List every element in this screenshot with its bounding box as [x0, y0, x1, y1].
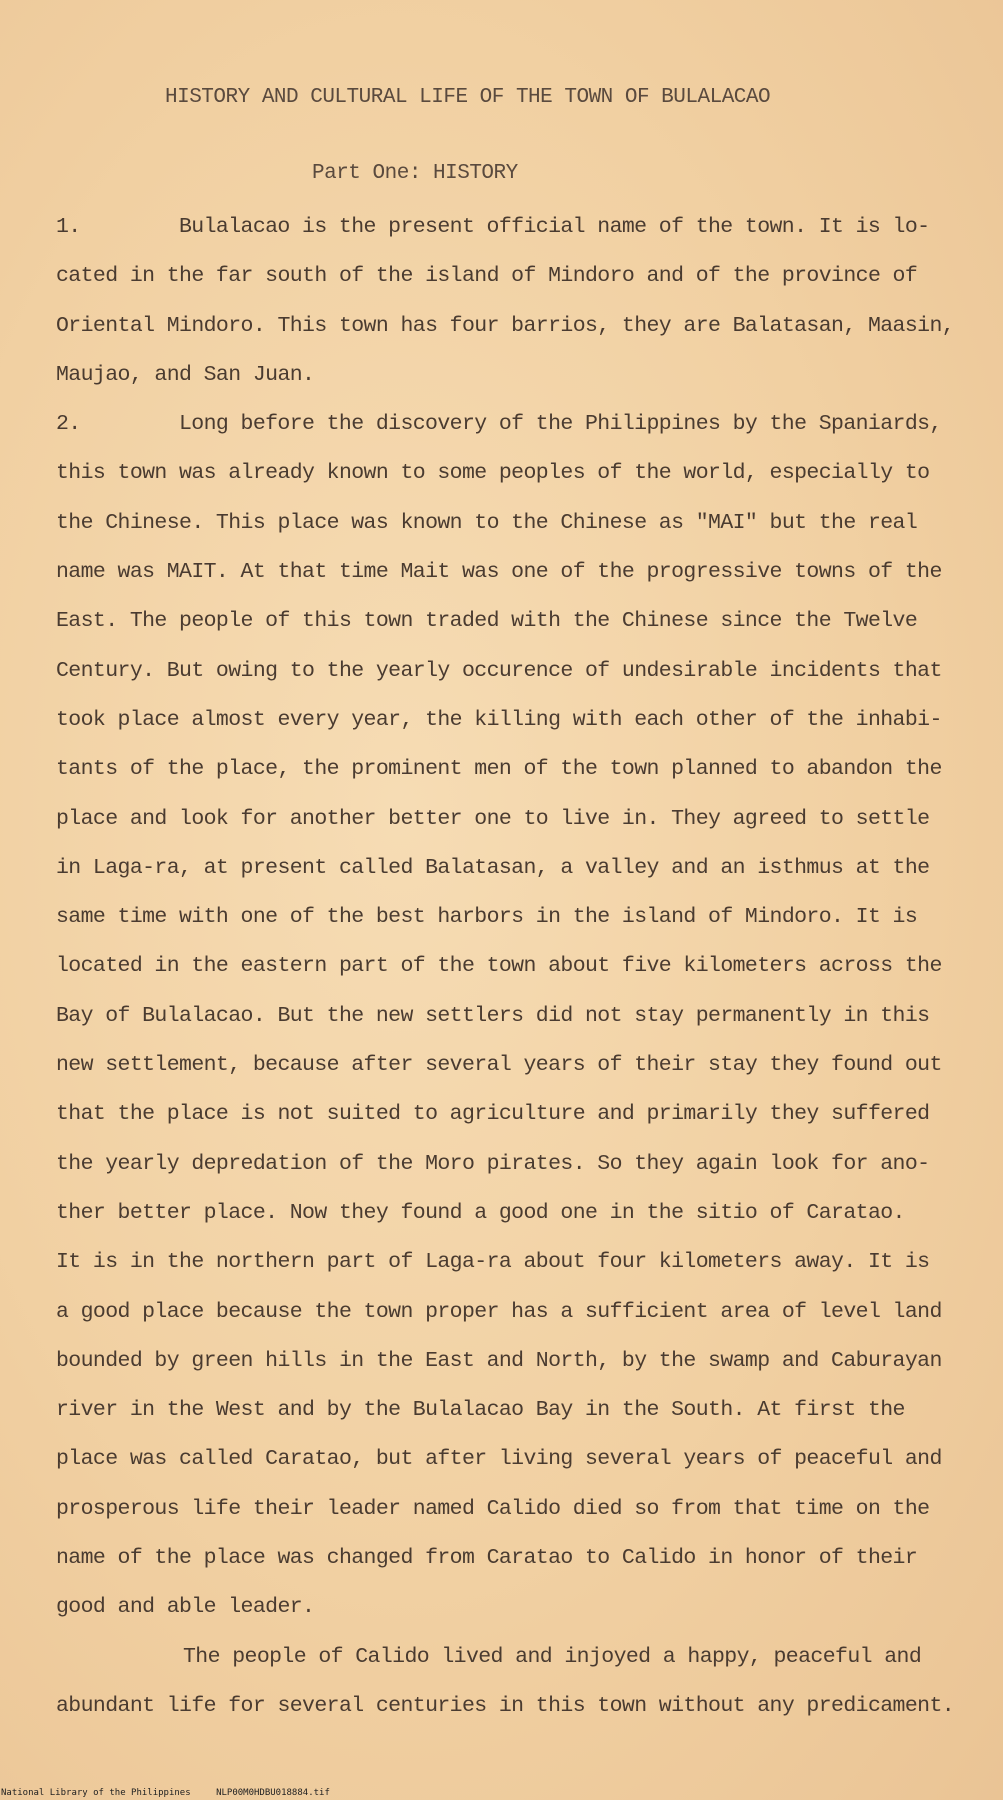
paragraph-line: ther better place. Now they found a good one in the sitio of Caratao.	[56, 1200, 905, 1225]
paragraph-line: this town was already known to some peoples of the world, especially to	[56, 461, 930, 486]
paragraph-line: 1. Bulalacao is the present official name of the town. It is lo-	[56, 212, 956, 261]
paragraph-line: The people of Calido lived and injoyed a happy, peaceful and	[183, 1644, 922, 1669]
paragraph-line: It is in the northern part of Laga-ra about four kilometers away. It is	[56, 1250, 930, 1275]
paragraph-line: Bay of Bulalacao. But the new settlers did not stay permanently in this	[56, 1003, 930, 1028]
body-text	[56, 212, 956, 1740]
paragraph-line: East. The people of this town traded with the Chinese since the Twelve	[56, 609, 918, 634]
paragraph-line: located in the eastern part of the town about five kilometers across the	[56, 954, 942, 979]
paragraph-line: place was called Caratao, but after living several years of peaceful and	[56, 1447, 942, 1472]
paragraph-line: place and look for another better one to live in. They agreed to settle	[56, 806, 930, 831]
footer-library: National Library of the Philippines	[1, 1788, 191, 1798]
paragraph-line: Maujao, and San Juan.	[56, 362, 315, 387]
paragraph-line: took place almost every year, the killing with each other of the inhabi-	[56, 707, 942, 732]
document-title: HISTORY AND CULTURAL LIFE OF THE TOWN OF BULALACAO	[165, 86, 771, 109]
paragraph-line: the Chinese. This place was known to the Chinese as "MAI" but the real	[56, 510, 918, 535]
paragraph-line: cated in the far south of the island of Mindoro and of the province of	[56, 264, 918, 289]
paragraph-line: that the place is not suited to agriculture and primarily they suffered	[56, 1102, 930, 1127]
paragraph-line: bounded by green hills in the East and North, by the swamp and Caburayan	[56, 1348, 942, 1373]
footer-filename: NLP00M0HDBU018884.tif	[216, 1788, 330, 1798]
paragraph-line: tants of the place, the prominent men of the town planned to abandon the	[56, 757, 942, 782]
paragraph-line: river in the West and by the Bulalacao Bay in the South. At first the	[56, 1398, 905, 1423]
part-title: Part One: HISTORY	[312, 162, 518, 185]
paragraph-line: abundant life for several centuries in this town without any predicament.	[56, 1693, 955, 1718]
paragraph-line: new settlement, because after several years of their stay they found out	[56, 1053, 942, 1078]
paragraph-line: a good place because the town proper has a sufficient area of level land	[56, 1299, 942, 1324]
paragraph-line: the yearly depredation of the Moro pirates. So they again look for ano-	[56, 1151, 930, 1176]
paragraph-line: name was MAIT. At that time Mait was one of the progressive towns of the	[56, 560, 942, 585]
paragraph-line: prosperous life their leader named Calido died so from that time on the	[56, 1496, 930, 1521]
paragraph-line: good and able leader.	[56, 1595, 315, 1620]
paragraph-number: 1.	[56, 215, 81, 239]
scan-footer	[0, 1788, 1003, 1798]
paragraph-line: Century. But owing to the yearly occurence of undesirable incidents that	[56, 658, 942, 683]
paragraph-line: 2. Long before the discovery of the Philippines by the Spaniards,	[56, 409, 956, 458]
paragraph-line: same time with one of the best harbors in the island of Mindoro. It is	[56, 905, 918, 930]
paragraph-line: name of the place was changed from Caratao to Calido in honor of their	[56, 1546, 918, 1571]
paragraph-line: Oriental Mindoro. This town has four barrios, they are Balatasan, Maasin,	[56, 313, 955, 338]
paragraph-line: in Laga-ra, at present called Balatasan, a valley and an isthmus at the	[56, 855, 930, 880]
paragraph-number: 2.	[56, 412, 81, 437]
